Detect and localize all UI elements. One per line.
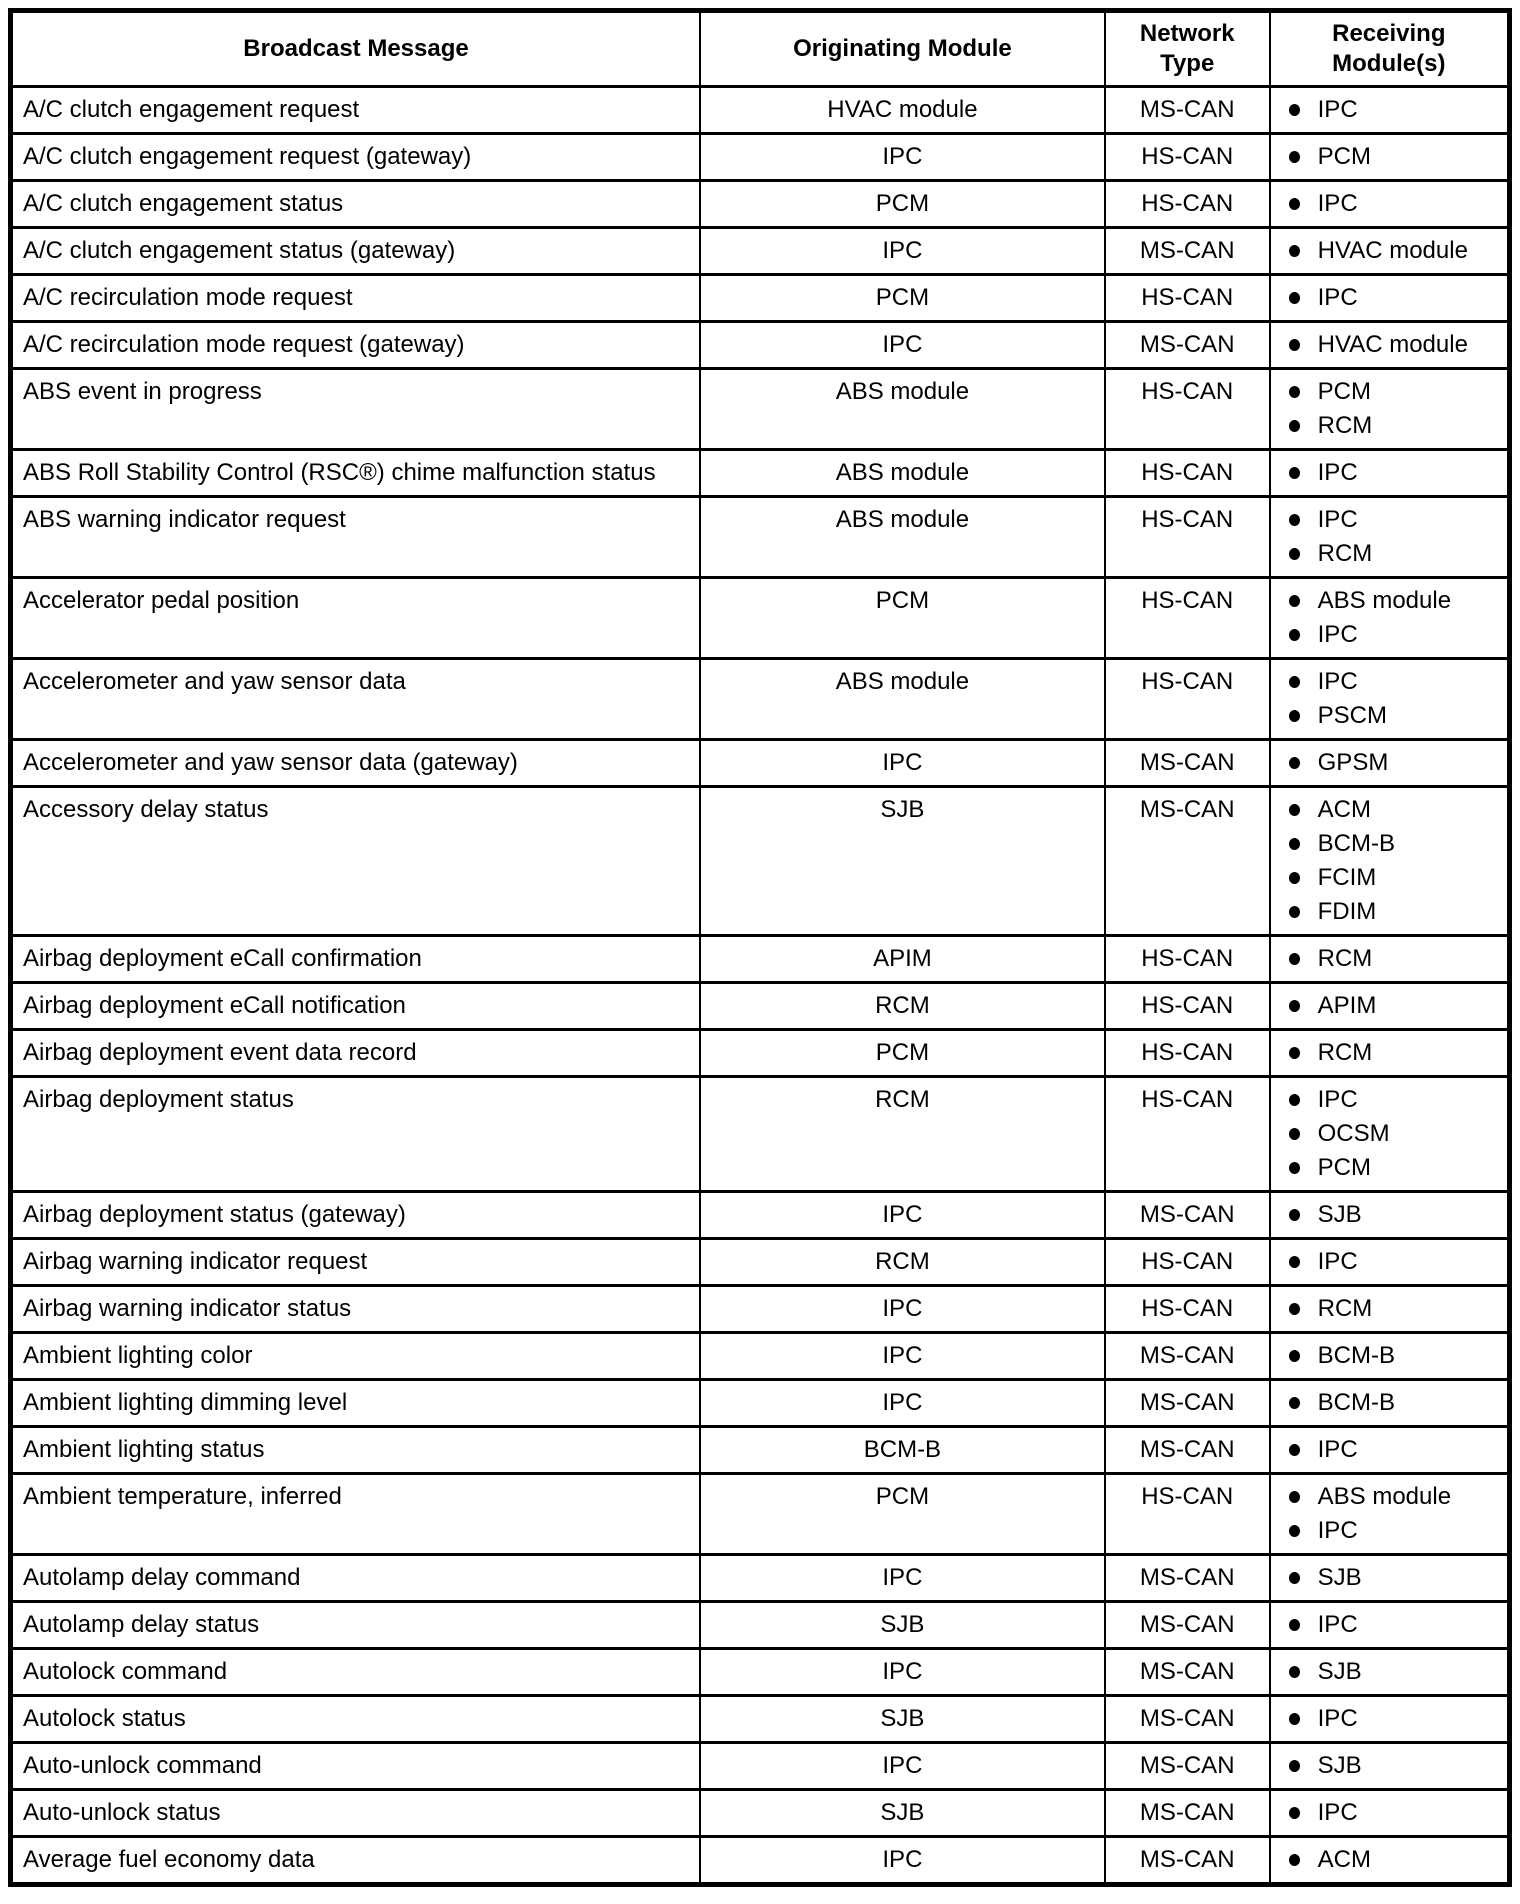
bullet-icon — [1289, 953, 1300, 965]
table-row — [11, 740, 1510, 787]
receiving-modules-cell — [1270, 181, 1510, 228]
receiver-item — [1289, 1433, 1499, 1467]
bullet-icon — [1289, 1094, 1300, 1106]
receiver-item — [1289, 746, 1499, 780]
bullet-icon — [1289, 1256, 1300, 1268]
receiving-modules-cell — [1270, 1474, 1510, 1555]
originating-module-cell: PCM — [700, 1474, 1105, 1555]
header-network-type: Network Type — [1105, 11, 1270, 87]
broadcast-message-cell: A/C clutch engagement request — [11, 87, 701, 134]
network-type-cell: HS-CAN — [1105, 578, 1270, 659]
receiving-modules-cell — [1270, 497, 1510, 578]
bullet-icon — [1289, 838, 1300, 850]
receiving-modules-cell — [1270, 275, 1510, 322]
receiver-item — [1289, 1514, 1499, 1548]
table-row — [11, 1555, 1510, 1602]
receiver-label: IPC — [1317, 1086, 1358, 1113]
receiving-modules-cell — [1270, 322, 1510, 369]
bullet-icon — [1289, 420, 1300, 432]
originating-module-cell: IPC — [700, 1837, 1105, 1885]
receiver-label: HVAC module — [1317, 331, 1468, 358]
receiving-modules-cell — [1270, 1030, 1510, 1077]
receiver-item — [1289, 93, 1499, 127]
network-type-cell: MS-CAN — [1105, 1743, 1270, 1790]
broadcast-message-cell: Auto-unlock status — [11, 1790, 701, 1837]
receiver-item — [1289, 187, 1499, 221]
broadcast-message-cell: Accelerometer and yaw sensor data — [11, 659, 701, 740]
receiver-item — [1289, 1480, 1499, 1514]
network-type-cell: HS-CAN — [1105, 1077, 1270, 1192]
bullet-icon — [1289, 1525, 1300, 1537]
broadcast-message-cell: Autolamp delay command — [11, 1555, 701, 1602]
table-body — [11, 87, 1510, 1885]
network-type-cell: MS-CAN — [1105, 1333, 1270, 1380]
broadcast-message-cell: ABS warning indicator request — [11, 497, 701, 578]
bullet-icon — [1289, 1162, 1300, 1174]
receiver-item — [1289, 409, 1499, 443]
network-type-cell: HS-CAN — [1105, 134, 1270, 181]
originating-module-cell: IPC — [700, 228, 1105, 275]
originating-module-cell: APIM — [700, 936, 1105, 983]
receiver-label: SJB — [1317, 1752, 1362, 1779]
table-row — [11, 228, 1510, 275]
bullet-icon — [1289, 906, 1300, 918]
receiver-label: FCIM — [1317, 864, 1377, 891]
bullet-icon — [1289, 1491, 1300, 1503]
network-type-cell: HS-CAN — [1105, 275, 1270, 322]
broadcast-message-cell: Accelerometer and yaw sensor data (gateway) — [11, 740, 701, 787]
table-row — [11, 1380, 1510, 1427]
broadcast-message-cell: Auto-unlock command — [11, 1743, 701, 1790]
receiving-modules-cell — [1270, 1286, 1510, 1333]
receiver-label: IPC — [1317, 1799, 1358, 1826]
receiving-modules-cell — [1270, 1602, 1510, 1649]
originating-module-cell: RCM — [700, 983, 1105, 1030]
originating-module-cell: SJB — [700, 1790, 1105, 1837]
table-row — [11, 1427, 1510, 1474]
bullet-icon — [1289, 104, 1300, 116]
receiving-modules-cell — [1270, 1427, 1510, 1474]
network-type-cell: MS-CAN — [1105, 1192, 1270, 1239]
network-type-cell: MS-CAN — [1105, 1427, 1270, 1474]
receiving-modules-cell — [1270, 1696, 1510, 1743]
receiver-label: IPC — [1317, 1705, 1358, 1732]
bullet-icon — [1289, 1666, 1300, 1678]
originating-module-cell: HVAC module — [700, 87, 1105, 134]
receiver-item — [1289, 665, 1499, 699]
receiving-modules-cell — [1270, 1555, 1510, 1602]
originating-module-cell: IPC — [700, 1743, 1105, 1790]
receiving-modules-cell — [1270, 1333, 1510, 1380]
table-row — [11, 1286, 1510, 1333]
receiving-modules-cell — [1270, 1743, 1510, 1790]
network-type-cell: HS-CAN — [1105, 983, 1270, 1030]
bullet-icon — [1289, 629, 1300, 641]
broadcast-message-cell: A/C clutch engagement status (gateway) — [11, 228, 701, 275]
bullet-icon — [1289, 1047, 1300, 1059]
receiver-item — [1289, 456, 1499, 490]
receiver-label: ABS module — [1317, 587, 1452, 614]
receiving-modules-cell — [1270, 740, 1510, 787]
table-row — [11, 369, 1510, 450]
receiver-item — [1289, 618, 1499, 652]
bullet-icon — [1289, 1209, 1300, 1221]
header-broadcast-message: Broadcast Message — [11, 11, 701, 87]
network-type-cell: HS-CAN — [1105, 936, 1270, 983]
table-row — [11, 936, 1510, 983]
table-row — [11, 1649, 1510, 1696]
receiver-label: APIM — [1317, 992, 1377, 1019]
receiving-modules-cell — [1270, 983, 1510, 1030]
receiving-modules-cell — [1270, 787, 1510, 936]
receiver-item — [1289, 989, 1499, 1023]
bullet-icon — [1289, 1303, 1300, 1315]
receiver-label: SJB — [1317, 1201, 1362, 1228]
receiver-item — [1289, 1245, 1499, 1279]
receiver-label: OCSM — [1317, 1120, 1390, 1147]
receiver-label: IPC — [1317, 459, 1358, 486]
originating-module-cell: IPC — [700, 1333, 1105, 1380]
receiver-label: IPC — [1317, 621, 1358, 648]
receiver-label: BCM-B — [1317, 830, 1395, 857]
network-type-cell: HS-CAN — [1105, 450, 1270, 497]
bullet-icon — [1289, 1854, 1300, 1866]
broadcast-message-cell: Accessory delay status — [11, 787, 701, 936]
receiver-label: FDIM — [1317, 898, 1377, 925]
broadcast-message-table — [8, 8, 1512, 1887]
table-row — [11, 134, 1510, 181]
bullet-icon — [1289, 1350, 1300, 1362]
receiver-label: ACM — [1317, 1846, 1371, 1873]
receiver-item — [1289, 281, 1499, 315]
receiver-item — [1289, 1117, 1499, 1151]
receiver-label: IPC — [1317, 190, 1358, 217]
receiver-item — [1289, 827, 1499, 861]
originating-module-cell: ABS module — [700, 659, 1105, 740]
network-type-cell: MS-CAN — [1105, 1790, 1270, 1837]
bullet-icon — [1289, 151, 1300, 163]
table-header — [11, 11, 1510, 87]
receiver-item — [1289, 861, 1499, 895]
bullet-icon — [1289, 467, 1300, 479]
network-type-cell: HS-CAN — [1105, 659, 1270, 740]
table-row — [11, 1602, 1510, 1649]
bullet-icon — [1289, 1713, 1300, 1725]
receiver-label: IPC — [1317, 1517, 1358, 1544]
broadcast-message-cell: A/C clutch engagement request (gateway) — [11, 134, 701, 181]
receiver-label: RCM — [1317, 945, 1373, 972]
receiving-modules-cell — [1270, 578, 1510, 659]
table-row — [11, 659, 1510, 740]
bullet-icon — [1289, 1444, 1300, 1456]
receiver-label: PSCM — [1317, 702, 1387, 729]
receiver-item — [1289, 793, 1499, 827]
bullet-icon — [1289, 1397, 1300, 1409]
originating-module-cell: IPC — [700, 740, 1105, 787]
receiving-modules-cell — [1270, 936, 1510, 983]
broadcast-message-cell: Airbag deployment status — [11, 1077, 701, 1192]
table-row — [11, 1192, 1510, 1239]
broadcast-message-cell: Ambient temperature, inferred — [11, 1474, 701, 1555]
bullet-icon — [1289, 198, 1300, 210]
receiver-item — [1289, 895, 1499, 929]
receiver-item — [1289, 1386, 1499, 1420]
broadcast-message-cell: Accelerator pedal position — [11, 578, 701, 659]
table-row — [11, 497, 1510, 578]
bullet-icon — [1289, 245, 1300, 257]
originating-module-cell: IPC — [700, 1555, 1105, 1602]
originating-module-cell: ABS module — [700, 497, 1105, 578]
broadcast-message-cell: A/C clutch engagement status — [11, 181, 701, 228]
bullet-icon — [1289, 386, 1300, 398]
table-row — [11, 1474, 1510, 1555]
receiver-label: RCM — [1317, 1039, 1373, 1066]
network-type-cell: MS-CAN — [1105, 87, 1270, 134]
receiving-modules-cell — [1270, 659, 1510, 740]
broadcast-message-cell: Airbag warning indicator request — [11, 1239, 701, 1286]
table-row — [11, 578, 1510, 659]
originating-module-cell: SJB — [700, 787, 1105, 936]
table-row — [11, 1077, 1510, 1192]
receiver-label: BCM-B — [1317, 1389, 1395, 1416]
bullet-icon — [1289, 757, 1300, 769]
receiver-item — [1289, 1036, 1499, 1070]
originating-module-cell: PCM — [700, 275, 1105, 322]
bullet-icon — [1289, 804, 1300, 816]
bullet-icon — [1289, 1619, 1300, 1631]
originating-module-cell: IPC — [700, 1192, 1105, 1239]
table-row — [11, 1239, 1510, 1286]
bullet-icon — [1289, 1572, 1300, 1584]
network-type-cell: MS-CAN — [1105, 740, 1270, 787]
table-row — [11, 1030, 1510, 1077]
receiver-label: IPC — [1317, 1436, 1358, 1463]
network-type-cell: HS-CAN — [1105, 1030, 1270, 1077]
originating-module-cell: ABS module — [700, 369, 1105, 450]
receiving-modules-cell — [1270, 1239, 1510, 1286]
bullet-icon — [1289, 676, 1300, 688]
table-row — [11, 1333, 1510, 1380]
receiver-item — [1289, 1608, 1499, 1642]
originating-module-cell: IPC — [700, 1286, 1105, 1333]
broadcast-message-cell: Ambient lighting status — [11, 1427, 701, 1474]
table-row — [11, 1790, 1510, 1837]
network-type-cell: HS-CAN — [1105, 369, 1270, 450]
table-row — [11, 983, 1510, 1030]
receiver-label: RCM — [1317, 540, 1373, 567]
bullet-icon — [1289, 339, 1300, 351]
bullet-icon — [1289, 1807, 1300, 1819]
broadcast-message-cell: ABS Roll Stability Control (RSC®) chime malfunction status — [11, 450, 701, 497]
originating-module-cell: IPC — [700, 134, 1105, 181]
table-row — [11, 1743, 1510, 1790]
originating-module-cell: IPC — [700, 322, 1105, 369]
broadcast-message-cell: ABS event in progress — [11, 369, 701, 450]
broadcast-message-cell: A/C recirculation mode request — [11, 275, 701, 322]
network-type-cell: MS-CAN — [1105, 1555, 1270, 1602]
originating-module-cell: PCM — [700, 1030, 1105, 1077]
originating-module-cell: SJB — [700, 1602, 1105, 1649]
header-receiving-modules: Receiving Module(s) — [1270, 11, 1510, 87]
receiver-label: SJB — [1317, 1658, 1362, 1685]
bullet-icon — [1289, 548, 1300, 560]
originating-module-cell: RCM — [700, 1077, 1105, 1192]
originating-module-cell: RCM — [700, 1239, 1105, 1286]
bullet-icon — [1289, 1128, 1300, 1140]
bullet-icon — [1289, 1000, 1300, 1012]
receiver-label: PCM — [1317, 143, 1371, 170]
receiver-label: RCM — [1317, 1295, 1373, 1322]
receiver-label: IPC — [1317, 284, 1358, 311]
receiver-item — [1289, 1843, 1499, 1877]
network-type-cell: MS-CAN — [1105, 228, 1270, 275]
receiving-modules-cell — [1270, 134, 1510, 181]
originating-module-cell: SJB — [700, 1696, 1105, 1743]
table-row — [11, 1696, 1510, 1743]
table-row — [11, 275, 1510, 322]
receiving-modules-cell — [1270, 228, 1510, 275]
receiving-modules-cell — [1270, 1790, 1510, 1837]
header-row — [11, 11, 1510, 87]
receiver-item — [1289, 537, 1499, 571]
receiver-item — [1289, 699, 1499, 733]
broadcast-message-cell: Autolock command — [11, 1649, 701, 1696]
receiving-modules-cell — [1270, 1380, 1510, 1427]
receiver-item — [1289, 1561, 1499, 1595]
receiver-item — [1289, 1339, 1499, 1373]
originating-module-cell: ABS module — [700, 450, 1105, 497]
originating-module-cell: BCM-B — [700, 1427, 1105, 1474]
network-type-cell: HS-CAN — [1105, 1239, 1270, 1286]
originating-module-cell: IPC — [700, 1380, 1105, 1427]
table-row — [11, 322, 1510, 369]
broadcast-message-cell: Airbag deployment event data record — [11, 1030, 701, 1077]
table-row — [11, 87, 1510, 134]
receiver-label: BCM-B — [1317, 1342, 1395, 1369]
receiver-label: IPC — [1317, 1611, 1358, 1638]
receiver-label: HVAC module — [1317, 237, 1468, 264]
table-row — [11, 787, 1510, 936]
broadcast-message-cell: A/C recirculation mode request (gateway) — [11, 322, 701, 369]
receiver-item — [1289, 1749, 1499, 1783]
receiver-label: IPC — [1317, 506, 1358, 533]
receiver-label: PCM — [1317, 378, 1371, 405]
receiver-label: PCM — [1317, 1154, 1371, 1181]
receiver-label: IPC — [1317, 668, 1358, 695]
receiving-modules-cell — [1270, 1837, 1510, 1885]
network-type-cell: MS-CAN — [1105, 1837, 1270, 1885]
broadcast-message-cell: Airbag deployment eCall confirmation — [11, 936, 701, 983]
receiver-label: RCM — [1317, 412, 1373, 439]
broadcast-message-cell: Airbag deployment status (gateway) — [11, 1192, 701, 1239]
network-type-cell: MS-CAN — [1105, 1380, 1270, 1427]
network-type-cell: MS-CAN — [1105, 787, 1270, 936]
receiver-item — [1289, 1796, 1499, 1830]
receiver-item — [1289, 1083, 1499, 1117]
broadcast-message-cell: Airbag deployment eCall notification — [11, 983, 701, 1030]
receiving-modules-cell — [1270, 1649, 1510, 1696]
receiver-item — [1289, 375, 1499, 409]
receiver-item — [1289, 1292, 1499, 1326]
receiving-modules-cell — [1270, 1077, 1510, 1192]
receiver-item — [1289, 942, 1499, 976]
network-type-cell: MS-CAN — [1105, 322, 1270, 369]
receiver-label: ABS module — [1317, 1483, 1452, 1510]
receiving-modules-cell — [1270, 87, 1510, 134]
network-type-cell: HS-CAN — [1105, 181, 1270, 228]
broadcast-message-cell: Ambient lighting dimming level — [11, 1380, 701, 1427]
receiving-modules-cell — [1270, 369, 1510, 450]
originating-module-cell: PCM — [700, 578, 1105, 659]
bullet-icon — [1289, 292, 1300, 304]
receiver-label: SJB — [1317, 1564, 1362, 1591]
broadcast-message-cell: Autolock status — [11, 1696, 701, 1743]
network-type-cell: MS-CAN — [1105, 1696, 1270, 1743]
receiver-item — [1289, 1702, 1499, 1736]
receiver-item — [1289, 584, 1499, 618]
receiver-item — [1289, 1655, 1499, 1689]
receiver-label: IPC — [1317, 96, 1358, 123]
bullet-icon — [1289, 595, 1300, 607]
bullet-icon — [1289, 872, 1300, 884]
receiver-label: ACM — [1317, 796, 1371, 823]
receiving-modules-cell — [1270, 1192, 1510, 1239]
broadcast-message-cell: Airbag warning indicator status — [11, 1286, 701, 1333]
originating-module-cell: IPC — [700, 1649, 1105, 1696]
network-type-cell: HS-CAN — [1105, 497, 1270, 578]
receiver-item — [1289, 1151, 1499, 1185]
receiver-item — [1289, 328, 1499, 362]
header-originating-module: Originating Module — [700, 11, 1105, 87]
receiving-modules-cell — [1270, 450, 1510, 497]
bullet-icon — [1289, 710, 1300, 722]
broadcast-message-cell: Autolamp delay status — [11, 1602, 701, 1649]
table-row — [11, 181, 1510, 228]
originating-module-cell: PCM — [700, 181, 1105, 228]
table-row — [11, 1837, 1510, 1885]
bullet-icon — [1289, 1760, 1300, 1772]
receiver-item — [1289, 1198, 1499, 1232]
network-type-cell: HS-CAN — [1105, 1286, 1270, 1333]
bullet-icon — [1289, 514, 1300, 526]
network-type-cell: MS-CAN — [1105, 1602, 1270, 1649]
broadcast-message-cell: Average fuel economy data — [11, 1837, 701, 1885]
receiver-item — [1289, 140, 1499, 174]
receiver-label: IPC — [1317, 1248, 1358, 1275]
receiver-item — [1289, 234, 1499, 268]
receiver-item — [1289, 503, 1499, 537]
receiver-label: GPSM — [1317, 749, 1389, 776]
table-row — [11, 450, 1510, 497]
broadcast-message-cell: Ambient lighting color — [11, 1333, 701, 1380]
network-type-cell: MS-CAN — [1105, 1649, 1270, 1696]
network-type-cell: HS-CAN — [1105, 1474, 1270, 1555]
